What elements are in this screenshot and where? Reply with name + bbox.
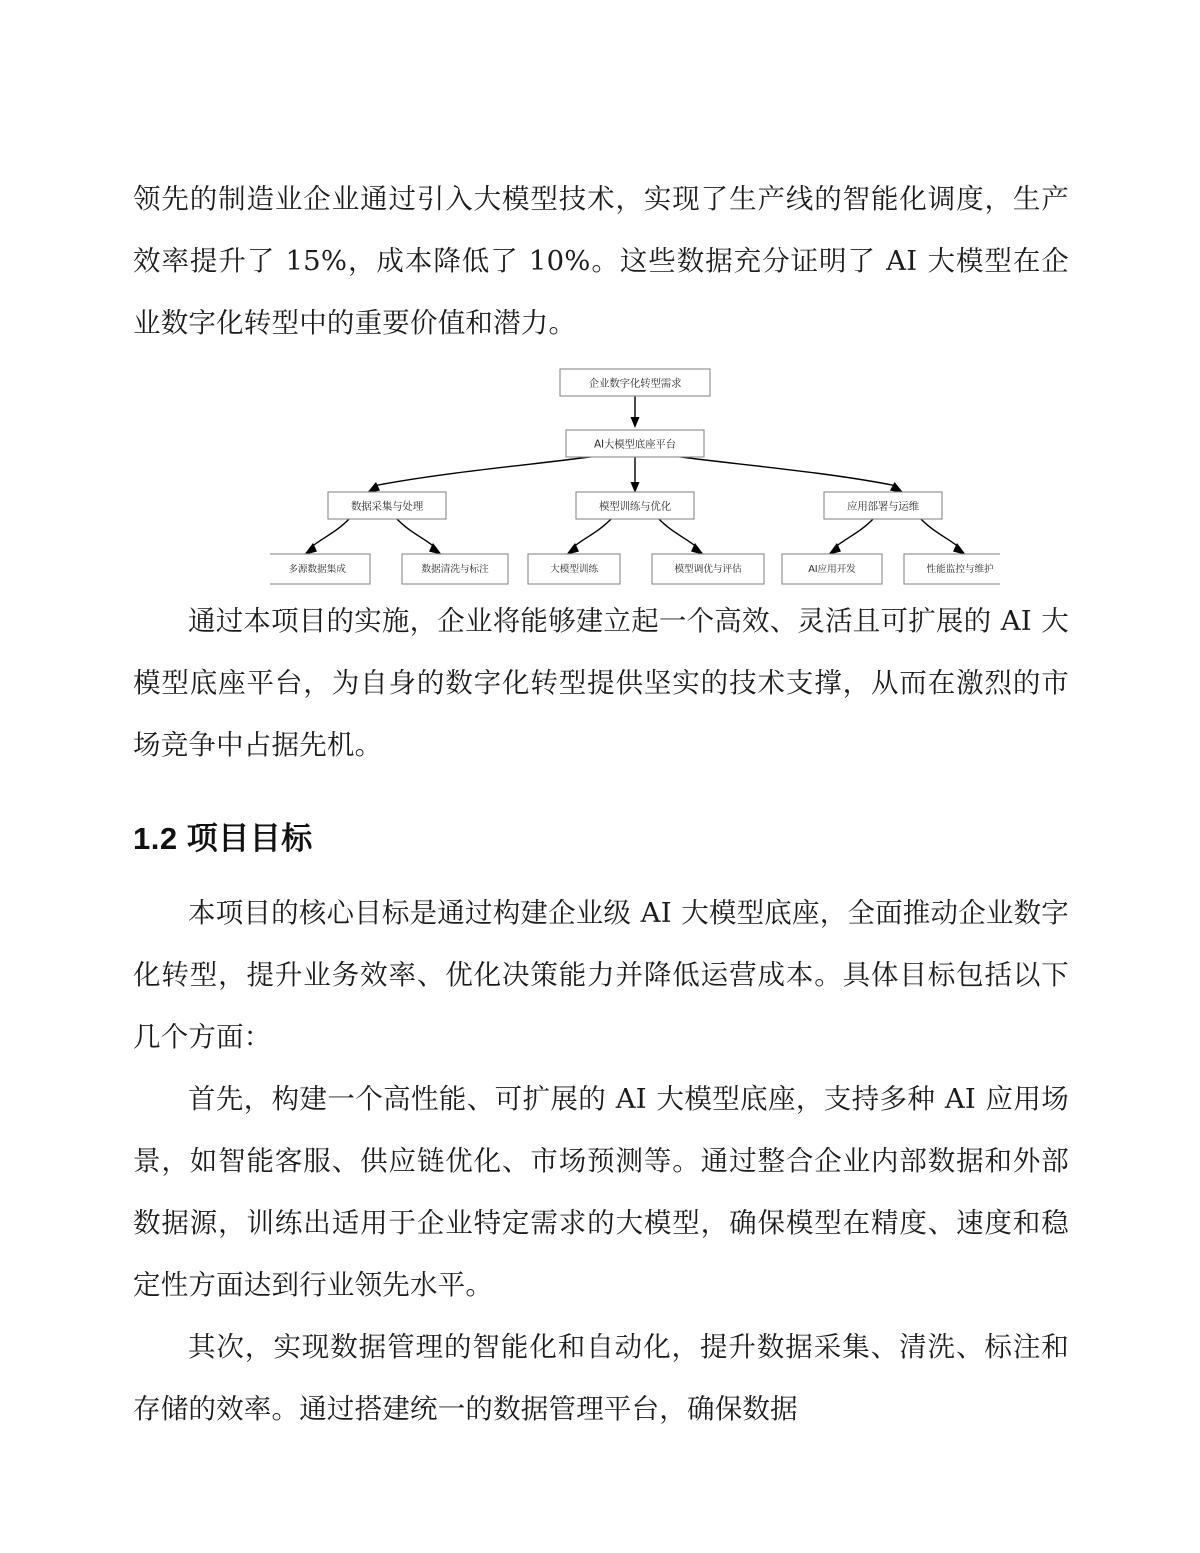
- tree-node-data-cleaning-label: 数据清洗与标注: [421, 564, 489, 575]
- tree-node-model-training: [576, 492, 694, 519]
- heading-spacer-above: [133, 776, 1069, 814]
- edge-training-to-tuning: [658, 518, 704, 555]
- tree-node-data-processing: [328, 492, 446, 519]
- tree-node-data-cleaning: [402, 554, 508, 584]
- page-content-column: [133, 0, 1069, 1440]
- edge-platform-to-deploy: [673, 456, 904, 494]
- tree-node-ai-application-dev-label: AI应用开发: [808, 564, 856, 575]
- edge-deploy-to-appdev: [828, 518, 874, 555]
- tree-node-large-model-training-label: 大模型训练: [550, 564, 598, 575]
- tree-node-data-processing-label: 数据采集与处理: [350, 500, 424, 513]
- tree-diagram-canvas: [270, 360, 1000, 588]
- edge-training-to-largemodel: [566, 518, 612, 555]
- tree-node-root: [560, 369, 710, 396]
- tree-node-root-label: 企业数字化转型需求: [588, 377, 682, 390]
- edge-platform-to-data: [367, 456, 598, 494]
- tree-node-model-tuning-eval-label: 模型调优与评估: [674, 564, 742, 575]
- tree-node-performance-monitoring: [904, 554, 1000, 584]
- tree-node-model-tuning-eval: [652, 554, 764, 584]
- edge-deploy-to-monitoring: [920, 518, 966, 555]
- edge-data-to-multisource: [304, 518, 350, 555]
- tree-node-deployment-ops-label: 应用部署与运维: [846, 500, 920, 513]
- heading-spacer-below: [133, 864, 1069, 882]
- top-margin-spacer: [133, 0, 1069, 168]
- tree-node-performance-monitoring-label: 性能监控与维护: [926, 564, 994, 575]
- tree-node-multisource-integration: [270, 554, 370, 584]
- paragraph-manufacturing-results: 领先的制造业企业通过引入大模型技术，实现了生产线的智能化调度，生产效率提升了 15%，成本降低了 10%。这些数据充分证明了 AI 大模型在企业数字化转型中的重要价值和潜力。: [133, 183, 1069, 339]
- figure-architecture-tree: [270, 360, 1000, 588]
- paragraph-project-outcome: 通过本项目的实施，企业将能够建立起一个高效、灵活且可扩展的 AI 大模型底座平台，为自身的数字化转型提供坚实的技术支撑，从而在激烈的市场竞争中占据先机。: [133, 605, 1070, 761]
- edge-data-to-cleaning: [396, 518, 442, 555]
- tree-node-deployment-ops: [824, 492, 942, 519]
- tree-node-large-model-training: [528, 554, 620, 584]
- paragraph-objective-first: 首先，构建一个高性能、可扩展的 AI 大模型底座，支持多种 AI 应用场景，如智能客服、供应链优化、市场预测等。通过整合企业内部数据和外部数据源，训练出适用于企业特定需求的大模型，确保模型在精度、速度和稳定性方面达到行业领先水平。: [133, 1083, 1069, 1301]
- tree-node-model-training-label: 模型训练与优化: [598, 500, 672, 513]
- edge-platform-to-training: [631, 457, 640, 493]
- tree-node-platform-label: AI大模型底座平台: [594, 438, 676, 451]
- tree-node-ai-application-dev: [782, 554, 882, 584]
- tree-node-multisource-integration-label: 多源数据集成: [288, 564, 346, 575]
- paragraph-objective-second: 其次，实现数据管理的智能化和自动化，提升数据采集、清洗、标注和存储的效率。通过搭建统一的数据管理平台，确保数据: [133, 1331, 1069, 1425]
- edge-root-to-platform: [631, 395, 640, 428]
- paragraph-core-objectives: 本项目的核心目标是通过构建企业级 AI 大模型底座，全面推动企业数字化转型，提升业务效率、优化决策能力并降低运营成本。具体目标包括以下几个方面：: [133, 897, 1070, 1053]
- heading-section-1-2: 1.2 项目目标: [133, 821, 313, 856]
- tree-node-platform: [566, 430, 704, 457]
